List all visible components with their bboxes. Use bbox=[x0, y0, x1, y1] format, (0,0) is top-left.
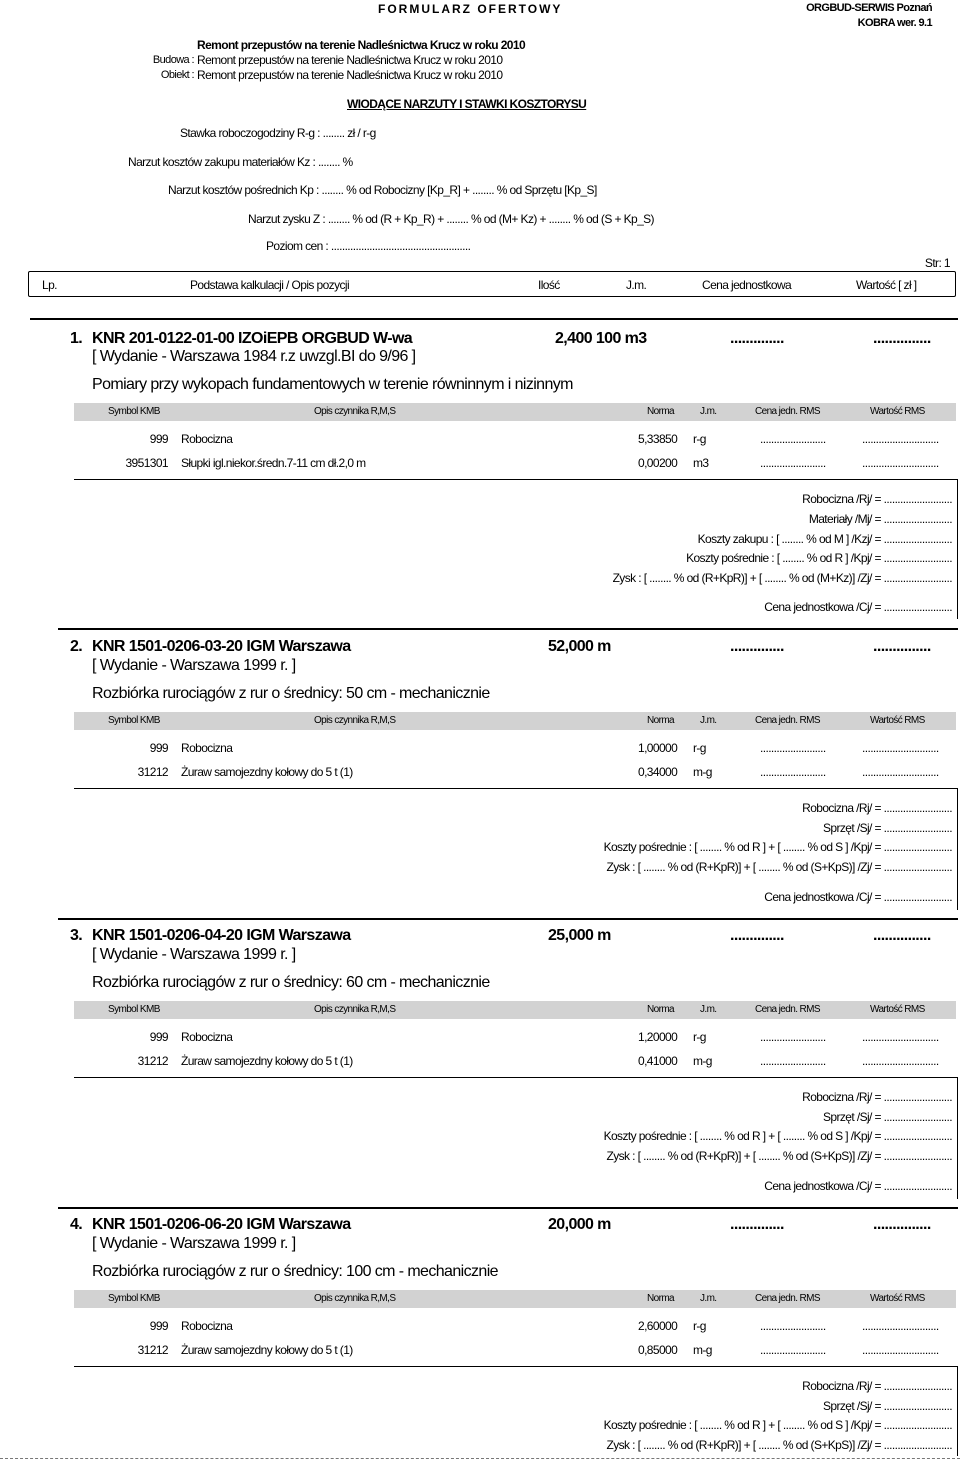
page-cut-line bbox=[0, 1458, 960, 1459]
rate-z: Narzut zysku Z : ........ % od (R + Kp_R) + ........ % od (M+ Kz) + ........ % od (S + Kp_S) bbox=[248, 212, 654, 226]
summary-line: Zysk : [ ........ % od (R+KpR)] + [ ........ % od (S+KpS)] /Zj/ = ......................... bbox=[606, 1438, 952, 1452]
item-unit: m-g bbox=[693, 1343, 712, 1357]
position-edition: [ Wydanie - Warszawa 1984 r.z uwzgl.BI do 9/96 ] bbox=[92, 348, 416, 365]
summary-line: Robocizna /Rj/ = ......................... bbox=[802, 1379, 952, 1393]
sub-jm: J.m. bbox=[700, 1293, 717, 1304]
position-quantity: 20,000 m bbox=[548, 1216, 611, 1233]
summary-line: Materiały /Mj/ = ......................... bbox=[808, 512, 952, 526]
item-price: ........................ bbox=[760, 1319, 826, 1333]
unit-price-line: Cena jednostkowa /Cj/ = ......................... bbox=[764, 890, 952, 904]
budowa-value: Remont przepustów na terenie Nadleśnictwa Krucz w roku 2010 bbox=[197, 53, 503, 67]
item-symbol: 999 bbox=[149, 432, 168, 446]
item-symbol: 31212 bbox=[137, 1343, 168, 1357]
sub-opis: Opis czynnika R,M,S bbox=[314, 1004, 396, 1015]
position-description: Rozbiórka rurociągów z rur o średnicy: 50 cm - mechanicznie bbox=[92, 685, 490, 702]
header-divider bbox=[30, 318, 958, 320]
sub-symbol: Symbol KMB bbox=[108, 1004, 160, 1015]
sub-symbol: Symbol KMB bbox=[108, 406, 160, 417]
col-podstawa: Podstawa kalkulacji / Opis pozycji bbox=[190, 278, 350, 292]
position-number: 4. bbox=[70, 1216, 83, 1233]
position-quantity: 25,000 m bbox=[548, 927, 611, 944]
item-norma: 2,60000 bbox=[638, 1319, 678, 1333]
item-value: ............................ bbox=[862, 765, 939, 779]
summary-line: Koszty pośrednie : [ ........ % od R ] + [ ........ % od S ] /Kpj/ = ......................... bbox=[603, 840, 952, 854]
item-symbol: 31212 bbox=[137, 1054, 168, 1068]
item-value: ............................ bbox=[862, 1030, 939, 1044]
position-edition: [ Wydanie - Warszawa 1999 r. ] bbox=[92, 946, 296, 963]
item-value: ............................ bbox=[862, 432, 939, 446]
subheader-bar bbox=[74, 712, 956, 730]
sub-wartosc: Wartość RMS bbox=[870, 1293, 925, 1304]
sub-jm: J.m. bbox=[700, 715, 717, 726]
item-value: ............................ bbox=[862, 456, 939, 470]
item-name: Żuraw samojezdny kołowy do 5 t (1) bbox=[181, 765, 353, 779]
sub-wartosc: Wartość RMS bbox=[870, 1004, 925, 1015]
form-title: FORMULARZ OFERTOWY bbox=[378, 2, 563, 16]
item-symbol: 3951301 bbox=[125, 456, 168, 470]
position-separator bbox=[58, 918, 958, 920]
item-norma: 0,00200 bbox=[638, 456, 678, 470]
sub-cena: Cena jedn. RMS bbox=[755, 715, 820, 726]
item-norma: 0,85000 bbox=[638, 1343, 678, 1357]
summary-border bbox=[957, 788, 958, 910]
item-unit: m3 bbox=[693, 456, 709, 470]
summary-line: Zysk : [ ........ % od (R+KpR)] + [ ........ % od (M+Kz)] /Zj/ = ......................... bbox=[612, 571, 952, 585]
position-number: 3. bbox=[70, 927, 83, 944]
items-divider bbox=[74, 788, 958, 789]
item-unit: m-g bbox=[693, 765, 712, 779]
position-value: ............... bbox=[873, 927, 931, 944]
budowa-label: Budowa : bbox=[152, 54, 194, 66]
item-unit: m-g bbox=[693, 1054, 712, 1068]
position-separator bbox=[58, 628, 958, 630]
position-value: ............... bbox=[873, 638, 931, 655]
col-cena: Cena jednostkowa bbox=[702, 278, 792, 292]
item-price: ........................ bbox=[760, 1030, 826, 1044]
sub-norma: Norma bbox=[647, 715, 675, 726]
position-value: ............... bbox=[873, 1216, 931, 1233]
sub-norma: Norma bbox=[647, 1293, 675, 1304]
item-name: Robocizna bbox=[181, 1030, 233, 1044]
unit-price-line: Cena jednostkowa /Cj/ = ......................... bbox=[764, 600, 952, 614]
position-quantity: 2,400 100 m3 bbox=[555, 330, 647, 347]
summary-line: Robocizna /Rj/ = ......................... bbox=[802, 1090, 952, 1104]
position-quantity: 52,000 m bbox=[548, 638, 611, 655]
sub-opis: Opis czynnika R,M,S bbox=[314, 406, 396, 417]
item-unit: r-g bbox=[693, 1319, 706, 1333]
col-wartosc: Wartość [ zł ] bbox=[856, 278, 917, 292]
col-lp: Lp. bbox=[42, 278, 57, 292]
summary-line: Koszty zakupu : [ ........ % od M ] /Kzj/ = ......................... bbox=[697, 532, 952, 546]
summary-line: Koszty pośrednie : [ ........ % od R ] /Kpj/ = ......................... bbox=[686, 551, 952, 565]
item-unit: r-g bbox=[693, 741, 706, 755]
summary-line: Sprzęt /Sj/ = ......................... bbox=[823, 821, 952, 835]
summary-line: Sprzęt /Sj/ = ......................... bbox=[823, 1399, 952, 1413]
item-name: Robocizna bbox=[181, 432, 233, 446]
item-price: ........................ bbox=[760, 741, 826, 755]
position-description: Rozbiórka rurociągów z rur o średnicy: 60 cm - mechanicznie bbox=[92, 974, 490, 991]
item-price: ........................ bbox=[760, 1343, 826, 1357]
col-jm: J.m. bbox=[626, 278, 647, 292]
position-price: .............. bbox=[730, 927, 784, 944]
item-value: ............................ bbox=[862, 741, 939, 755]
item-name: Robocizna bbox=[181, 1319, 233, 1333]
sub-wartosc: Wartość RMS bbox=[870, 715, 925, 726]
obiekt-label: Obiekt : bbox=[160, 69, 194, 81]
summary-line: Koszty pośrednie : [ ........ % od R ] + [ ........ % od S ] /Kpj/ = ......................... bbox=[603, 1129, 952, 1143]
sub-norma: Norma bbox=[647, 406, 675, 417]
col-ilosc: Ilość bbox=[538, 278, 560, 292]
summary-line: Zysk : [ ........ % od (R+KpR)] + [ ........ % od (S+KpS)] /Zj/ = ......................... bbox=[606, 1149, 952, 1163]
item-value: ............................ bbox=[862, 1054, 939, 1068]
item-name: Żuraw samojezdny kołowy do 5 t (1) bbox=[181, 1054, 353, 1068]
item-unit: r-g bbox=[693, 1030, 706, 1044]
rate-kz: Narzut kosztów zakupu materiałów Kz : ........ % bbox=[128, 155, 353, 169]
rate-kp: Narzut kosztów pośrednich Kp : ........ % od Robocizny [Kp_R] + ........ % od Sprzętu [Kp_S] bbox=[168, 183, 597, 197]
item-value: ............................ bbox=[862, 1343, 939, 1357]
sub-jm: J.m. bbox=[700, 1004, 717, 1015]
subheader-bar bbox=[74, 403, 956, 421]
summary-line: Koszty pośrednie : [ ........ % od R ] + [ ........ % od S ] /Kpj/ = ......................... bbox=[603, 1418, 952, 1432]
item-name: Słupki igl.niekor.średn.7-11 cm dł.2,0 m bbox=[181, 456, 366, 470]
sub-opis: Opis czynnika R,M,S bbox=[314, 1293, 396, 1304]
subheader-bar bbox=[74, 1290, 956, 1308]
column-header bbox=[28, 271, 956, 297]
software-name: ORGBUD-SERWIS Poznań bbox=[806, 2, 932, 14]
summary-line: Sprzęt /Sj/ = ......................... bbox=[823, 1110, 952, 1124]
summary-border bbox=[957, 1366, 958, 1456]
item-value: ............................ bbox=[862, 1319, 939, 1333]
item-norma: 0,41000 bbox=[638, 1054, 678, 1068]
sub-symbol: Symbol KMB bbox=[108, 715, 160, 726]
item-price: ........................ bbox=[760, 1054, 826, 1068]
position-price: .............. bbox=[730, 330, 784, 347]
summary-line: Robocizna /Rj/ = ......................... bbox=[802, 492, 952, 506]
item-price: ........................ bbox=[760, 432, 826, 446]
sub-norma: Norma bbox=[647, 1004, 675, 1015]
position-code: KNR 1501-0206-03-20 IGM Warszawa bbox=[92, 638, 351, 655]
item-name: Żuraw samojezdny kołowy do 5 t (1) bbox=[181, 1343, 353, 1357]
position-separator bbox=[58, 1207, 958, 1209]
summary-border bbox=[957, 1077, 958, 1199]
position-number: 1. bbox=[70, 330, 83, 347]
sub-wartosc: Wartość RMS bbox=[870, 406, 925, 417]
sub-cena: Cena jedn. RMS bbox=[755, 406, 820, 417]
sub-cena: Cena jedn. RMS bbox=[755, 1004, 820, 1015]
item-symbol: 999 bbox=[149, 1030, 168, 1044]
item-unit: r-g bbox=[693, 432, 706, 446]
item-symbol: 31212 bbox=[137, 765, 168, 779]
position-description: Pomiary przy wykopach fundamentowych w terenie równinnym i nizinnym bbox=[92, 376, 573, 393]
items-divider bbox=[74, 1077, 958, 1078]
summary-line: Zysk : [ ........ % od (R+KpR)] + [ ........ % od (S+KpS)] /Zj/ = ......................... bbox=[606, 860, 952, 874]
subheader-bar bbox=[74, 1001, 956, 1019]
item-norma: 0,34000 bbox=[638, 765, 678, 779]
position-edition: [ Wydanie - Warszawa 1999 r. ] bbox=[92, 1235, 296, 1252]
position-code: KNR 1501-0206-06-20 IGM Warszawa bbox=[92, 1216, 351, 1233]
item-norma: 1,00000 bbox=[638, 741, 678, 755]
rates-section-title: WIODĄCE NARZUTY I STAWKI KOSZTORYSU bbox=[347, 97, 587, 111]
rate-stawka: Stawka roboczogodziny R-g : ........ zł / r-g bbox=[180, 126, 376, 140]
items-divider bbox=[74, 479, 958, 480]
item-price: ........................ bbox=[760, 765, 826, 779]
item-name: Robocizna bbox=[181, 741, 233, 755]
position-number: 2. bbox=[70, 638, 83, 655]
position-price: .............. bbox=[730, 1216, 784, 1233]
page-number: Str: 1 bbox=[924, 256, 950, 270]
position-value: ............... bbox=[873, 330, 931, 347]
position-edition: [ Wydanie - Warszawa 1999 r. ] bbox=[92, 657, 296, 674]
software-version: KOBRA wer. 9.1 bbox=[857, 17, 932, 29]
sub-jm: J.m. bbox=[700, 406, 717, 417]
item-norma: 1,20000 bbox=[638, 1030, 678, 1044]
sub-symbol: Symbol KMB bbox=[108, 1293, 160, 1304]
position-code: KNR 1501-0206-04-20 IGM Warszawa bbox=[92, 927, 351, 944]
position-description: Rozbiórka rurociągów z rur o średnicy: 100 cm - mechanicznie bbox=[92, 1263, 498, 1280]
obiekt-value: Remont przepustów na terenie Nadleśnictwa Krucz w roku 2010 bbox=[197, 68, 503, 82]
summary-border bbox=[957, 479, 958, 619]
item-price: ........................ bbox=[760, 456, 826, 470]
item-norma: 5,33850 bbox=[638, 432, 678, 446]
items-divider bbox=[74, 1366, 958, 1367]
position-price: .............. bbox=[730, 638, 784, 655]
position-code: KNR 201-0122-01-00 IZOiEPB ORGBUD W-wa bbox=[92, 330, 413, 347]
sub-opis: Opis czynnika R,M,S bbox=[314, 715, 396, 726]
item-symbol: 999 bbox=[149, 741, 168, 755]
project-title: Remont przepustów na terenie Nadleśnictwa Krucz w roku 2010 bbox=[197, 38, 526, 52]
rate-poziom: Poziom cen : ................................................... bbox=[266, 239, 471, 253]
summary-line: Robocizna /Rj/ = ......................... bbox=[802, 801, 952, 815]
sub-cena: Cena jedn. RMS bbox=[755, 1293, 820, 1304]
unit-price-line: Cena jednostkowa /Cj/ = ......................... bbox=[764, 1179, 952, 1193]
item-symbol: 999 bbox=[149, 1319, 168, 1333]
